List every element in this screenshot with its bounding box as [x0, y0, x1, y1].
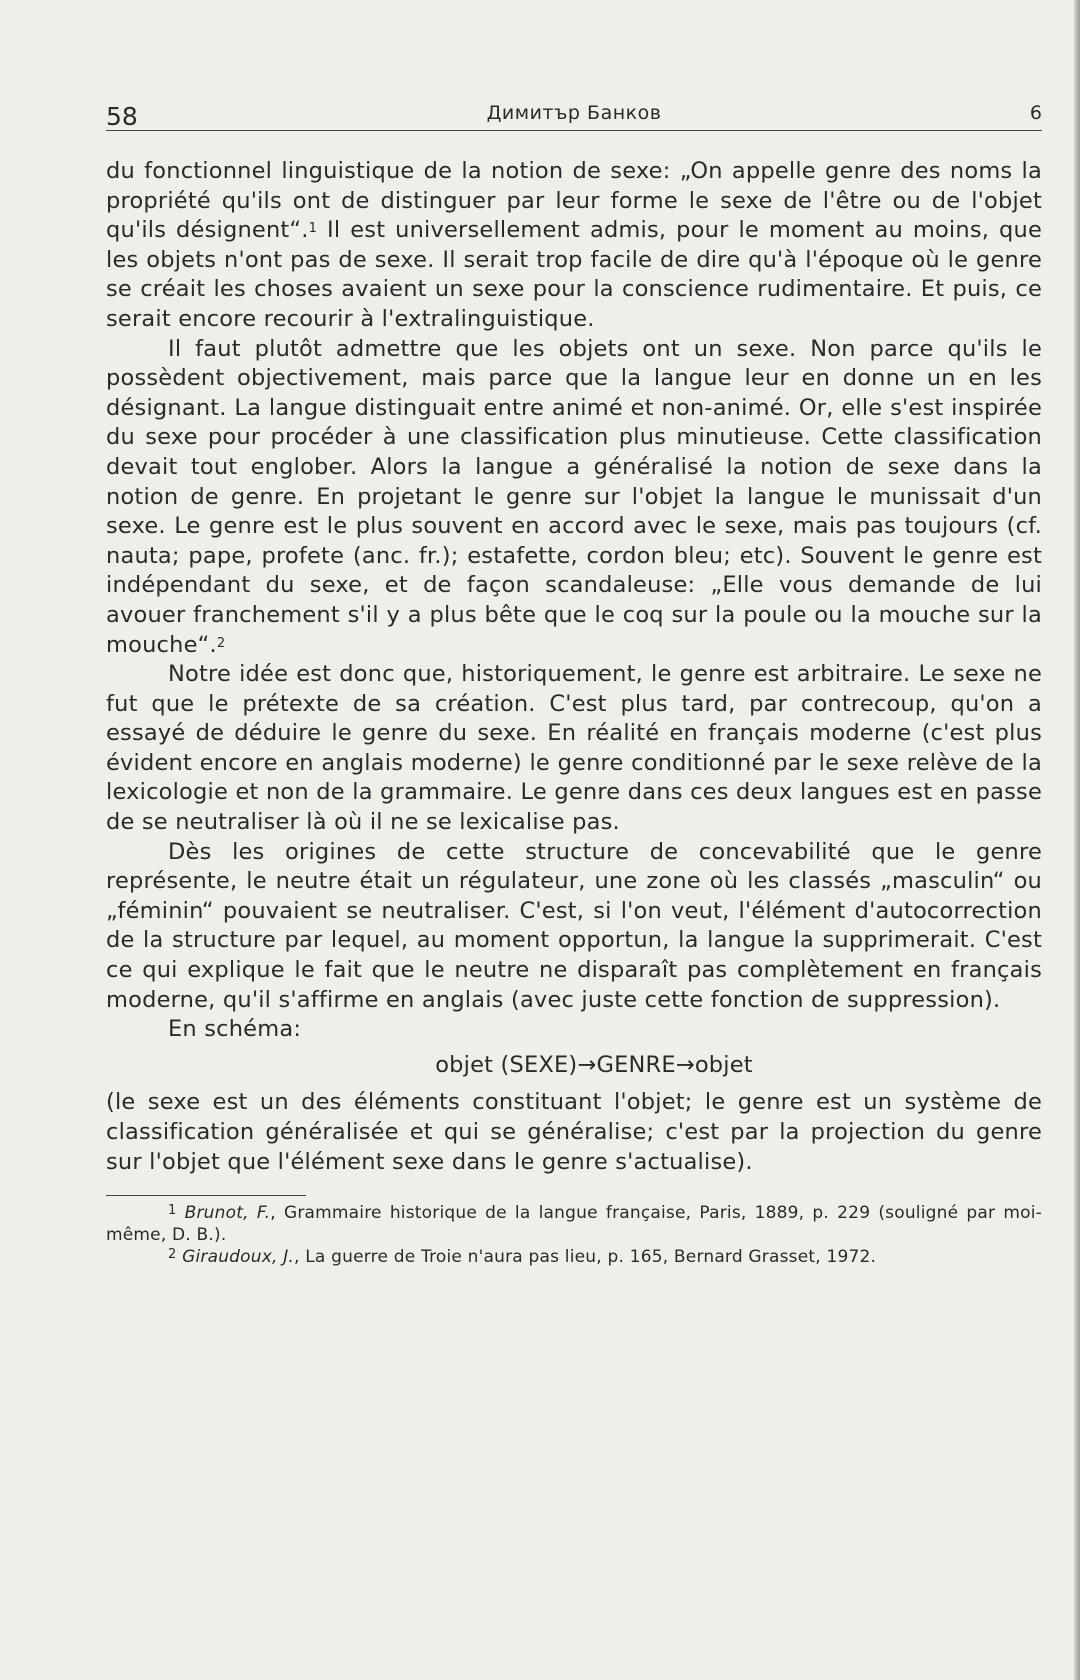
issue-number: 6 [1029, 102, 1042, 124]
schema-formula: objet (SEXE)→GENRE→objet [435, 1051, 753, 1078]
running-header [106, 90, 1042, 131]
book-page [106, 90, 1042, 1268]
page-number: 58 [106, 102, 138, 131]
paragraph-2: Il faut plutôt admettre que les objets ont un sexe. Non parce qu'ils le possèdent objectivement, mais parce que la langue leur en donne un en les désignant. La langue distinguait entre animé et non-animé. Or, elle s'est inspirée du sexe pour procéder à une classification plus minutieuse. Cette classification devait tout englober. Alors la langue a généralisé la notion de sexe dans la notion de genre. En projetant le genre sur l'objet la langue le munissait d'un sexe. Le genre est le plus souvent en accord avec le sexe, mais pas toujours (cf. nauta; pape, profete (anc. fr.); estafette, cordon bleu; etc). Souvent le genre est indépendant du sexe, et de façon scandaleuse: „Elle vous demande de lui avouer franchement s'il y a plus bête que le coq sur la poule ou la mouche sur la mouche“.$^2$ [106, 335, 1042, 658]
paragraph-1: du fonctionnel linguistique de la notion de sexe: „On appelle genre des noms la propriété qu'ils ont de distinguer par leur forme le sexe de l'être ou de l'objet qu'ils désignent“.$^1$ Il est universellement admis, pour le moment au moins, que les objets n'ont pas de sexe. Il serait trop facile de dire qu'à l'époque où le genre se créait les choses avaient un sexe pour la conscience rudimentaire. Et puis, ce serait encore recourir à l'extralinguistique. [106, 158, 1042, 332]
main-text [106, 157, 1042, 1268]
footnote-ref-2[interactable]: 2 [216, 635, 226, 651]
paragraph-5: En schéma: [168, 1016, 302, 1043]
closing-paragraph: (le sexe est un des éléments constituant l'objet; le genre est un système de classification généralisée et qui se généralise; c'est par la projection du genre sur l'objet que l'élément sexe dans le genre s'actualise). [106, 1089, 1042, 1175]
footnote-1: $^1$ Brunot, F., Grammaire historique de la langue française, Paris, 1889, p. 229 (souligné par moi-même, D. B.). [106, 1203, 1042, 1246]
footnote-2: $^2$ Giraudoux, J., La guerre de Troie n'aura pas lieu, p. 165, Bernard Grasset, 1972. [168, 1247, 877, 1268]
paragraph-4: Dès les origines de cette structure de concevabilité que le genre représente, le neutre était un régulateur, une zone où les classés „masculin“ ou „féminin“ pouvaient se neutraliser. C'est, si l'on veut, l'élément d'autocorrection de la structure par lequel, au moment opportun, la langue la supprimerait. C'est ce qui explique le fait que le neutre ne disparaît pas complètement en français moderne, qu'il s'affirme en anglais (avec juste cette fonction de suppression). [106, 838, 1042, 1013]
footnote-divider [106, 1195, 306, 1196]
footnotes [106, 1202, 1042, 1268]
footnote-ref-1[interactable]: 1 [308, 221, 318, 237]
page-edge-shadow [1074, 0, 1080, 1680]
paragraph-3: Notre idée est donc que, historiquement, le genre est arbitraire. Le sexe ne fut que le prétexte de sa création. C'est plus tard, par contrecoup, qu'on a essayé de déduire le genre du sexe. En réalité en français moderne (c'est plus évident encore en anglais moderne) le genre conditionné par le sexe relève de la lexicologie et non de la grammaire. Le genre dans ces deux langues est en passe de se neutraliser là où il ne se lexicalise pas. [106, 661, 1042, 836]
running-title: Димитър Банков [486, 102, 662, 124]
